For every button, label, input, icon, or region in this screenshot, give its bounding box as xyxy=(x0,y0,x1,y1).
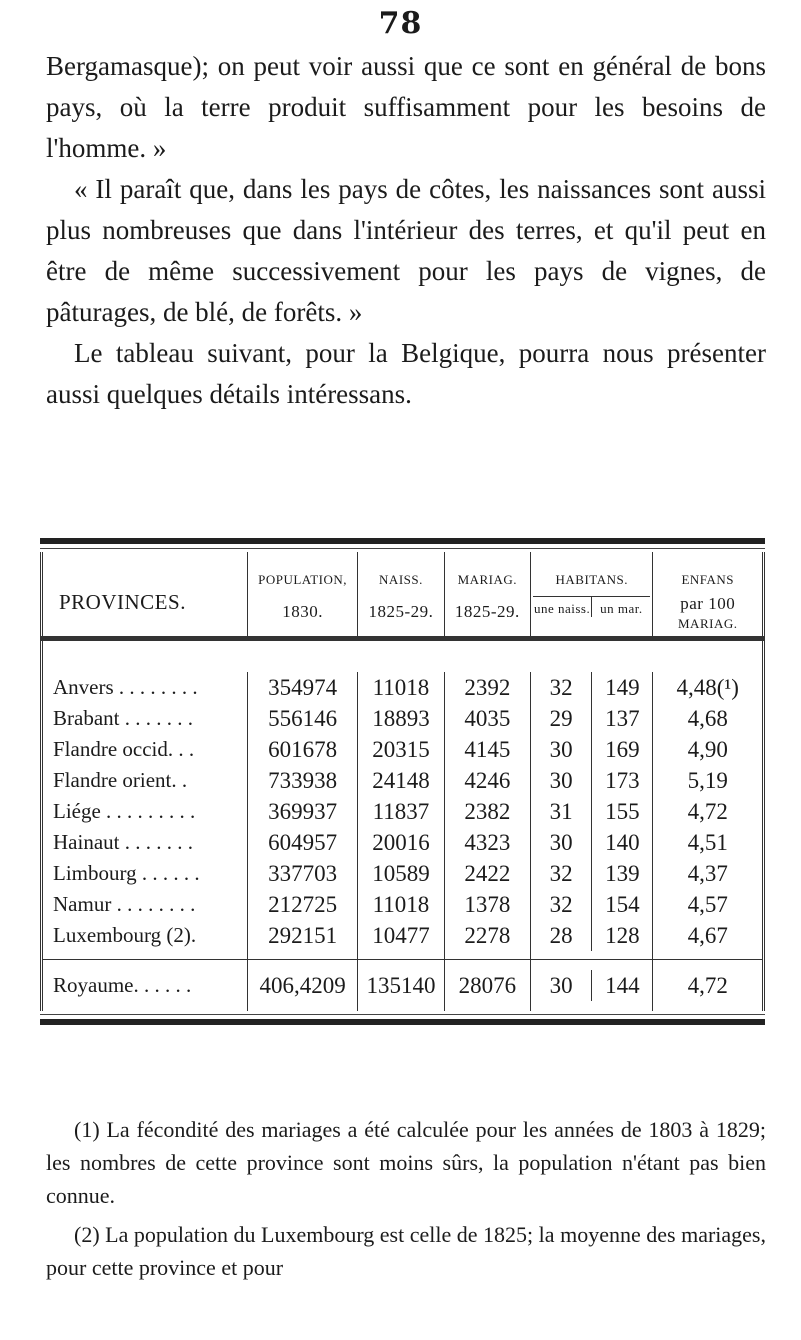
cell-enfans: 5,19 xyxy=(653,765,764,796)
cell-hab-mar: 169 xyxy=(591,734,652,765)
header-population-year: 1830. xyxy=(282,602,323,621)
header-enfans-label: ENFANS xyxy=(681,572,735,587)
cell-hab-mar: 139 xyxy=(591,858,652,889)
cell-mariag: 4323 xyxy=(444,827,530,858)
cell-habitants xyxy=(530,889,653,920)
table-body xyxy=(42,639,764,673)
header-mariag-label: MARIAG. xyxy=(457,572,518,587)
cell-naiss: 24148 xyxy=(358,765,444,796)
paragraph: Bergamasque); on peut voir aussi que ce sont en général de bons pays, où la terre produit suffisamment pour les besoins de l'homme. » xyxy=(46,51,766,163)
cell-population: 354974 xyxy=(247,672,357,703)
header-habitants-per-birth: une naiss. xyxy=(533,601,591,616)
header-habitants-per-marriage: un mar. xyxy=(591,597,650,617)
header-enfans-mariag: MARIAG. xyxy=(678,616,738,631)
cell-enfans: 4,67 xyxy=(653,920,764,951)
cell-enfans: 4,68 xyxy=(653,703,764,734)
table-row xyxy=(42,703,764,734)
paragraph: « Il paraît que, dans les pays de côtes, les naissances sont aussi plus nombreuses que dans l'intérieur des terres, et qu'il peut en être de même successivement pour les pays de vignes, de pâturages, de blé, de forêts. » xyxy=(46,174,766,327)
table-row xyxy=(42,765,764,796)
cell-hab-naiss: 28 xyxy=(549,923,573,948)
table-row xyxy=(42,920,764,951)
table-row xyxy=(42,827,764,858)
table-header-row xyxy=(42,552,764,639)
cell-population: 369937 xyxy=(247,796,357,827)
cell-naiss: 11018 xyxy=(358,672,444,703)
cell-naiss: 10477 xyxy=(358,920,444,951)
cell-mariag: 4145 xyxy=(444,734,530,765)
cell-habitants xyxy=(530,920,653,951)
cell-province: Luxembourg (2). xyxy=(53,923,197,947)
total-hab-mar: 144 xyxy=(591,970,652,1001)
total-mariag: 28076 xyxy=(444,960,530,1012)
header-mariag-years: 1825-29. xyxy=(454,602,520,621)
cell-naiss: 20315 xyxy=(358,734,444,765)
page-number: 78 xyxy=(378,6,423,41)
header-population xyxy=(247,552,357,639)
cell-hab-naiss: 31 xyxy=(549,799,573,824)
cell-enfans: 4,48(¹) xyxy=(653,672,764,703)
cell-habitants xyxy=(530,858,653,889)
cell-province: Anvers . . . . . . . . xyxy=(53,675,198,699)
cell-hab-naiss: 32 xyxy=(549,861,573,886)
cell-habitants xyxy=(530,827,653,858)
cell-hab-mar: 149 xyxy=(591,672,652,703)
cell-enfans: 4,57 xyxy=(653,889,764,920)
cell-hab-naiss: 30 xyxy=(549,830,573,855)
cell-population: 556146 xyxy=(247,703,357,734)
cell-habitants xyxy=(530,765,653,796)
header-habitants xyxy=(530,552,653,639)
cell-naiss: 18893 xyxy=(358,703,444,734)
table-row xyxy=(42,734,764,765)
cell-province: Flandre orient. . xyxy=(53,768,188,792)
cell-hab-naiss: 30 xyxy=(549,768,573,793)
cell-enfans: 4,51 xyxy=(653,827,764,858)
cell-province: Hainaut . . . . . . . xyxy=(53,830,193,854)
header-naiss-label: NAISS. xyxy=(379,572,423,587)
table-row xyxy=(42,858,764,889)
footnote: (2) La population du Luxembourg est celle de 1825; la moyenne des mariages, pour cette province et pour xyxy=(46,1222,766,1280)
cell-hab-mar: 155 xyxy=(591,796,652,827)
cell-hab-mar: 128 xyxy=(591,920,652,951)
table-row-total xyxy=(42,960,764,1012)
belgium-statistics-table xyxy=(40,552,765,1011)
cell-mariag: 4035 xyxy=(444,703,530,734)
cell-hab-mar: 154 xyxy=(591,889,652,920)
cell-enfans: 4,90 xyxy=(653,734,764,765)
header-naiss-years: 1825-29. xyxy=(368,602,434,621)
header-habitants-label: HABITANS. xyxy=(555,572,628,587)
cell-population: 212725 xyxy=(247,889,357,920)
header-provinces: PROVINCES. xyxy=(59,589,186,614)
footnotes xyxy=(46,1113,766,1290)
header-mariag xyxy=(444,552,530,639)
total-enfans: 4,72 xyxy=(653,960,764,1012)
cell-population: 604957 xyxy=(247,827,357,858)
cell-population: 733938 xyxy=(247,765,357,796)
cell-naiss: 11837 xyxy=(358,796,444,827)
cell-hab-mar: 173 xyxy=(591,765,652,796)
cell-population: 337703 xyxy=(247,858,357,889)
cell-province: Liége . . . . . . . . . xyxy=(53,799,196,823)
cell-naiss: 10589 xyxy=(358,858,444,889)
header-enfans xyxy=(653,552,764,639)
cell-population: 292151 xyxy=(247,920,357,951)
total-hab-naiss: 30 xyxy=(549,973,573,998)
cell-naiss: 11018 xyxy=(358,889,444,920)
cell-province: Limbourg . . . . . . xyxy=(53,861,200,885)
cell-province: Brabant . . . . . . . xyxy=(53,706,193,730)
cell-hab-naiss: 30 xyxy=(549,737,573,762)
cell-province: Namur . . . . . . . . xyxy=(53,892,196,916)
cell-habitants xyxy=(530,734,653,765)
total-habitants xyxy=(530,960,653,1012)
total-population: 406,4209 xyxy=(247,960,357,1012)
cell-hab-mar: 140 xyxy=(591,827,652,858)
cell-mariag: 2382 xyxy=(444,796,530,827)
cell-mariag: 4246 xyxy=(444,765,530,796)
cell-habitants xyxy=(530,672,653,703)
cell-mariag: 2422 xyxy=(444,858,530,889)
statistics-table-frame xyxy=(40,538,765,1025)
table-row xyxy=(42,672,764,703)
cell-mariag: 2392 xyxy=(444,672,530,703)
header-enfans-per: par 100 xyxy=(680,594,736,613)
table-row xyxy=(42,889,764,920)
cell-enfans: 4,37 xyxy=(653,858,764,889)
cell-province: Flandre occid. . . xyxy=(53,737,195,761)
header-population-label: POPULATION, xyxy=(258,572,348,587)
paragraph: Le tableau suivant, pour la Belgique, pourra nous présenter aussi quelques détails intéressans. xyxy=(46,338,766,409)
cell-enfans: 4,72 xyxy=(653,796,764,827)
cell-population: 601678 xyxy=(247,734,357,765)
table-row xyxy=(42,796,764,827)
cell-hab-naiss: 32 xyxy=(549,675,573,700)
cell-mariag: 1378 xyxy=(444,889,530,920)
cell-hab-naiss: 32 xyxy=(549,892,573,917)
cell-hab-naiss: 29 xyxy=(549,706,573,731)
cell-hab-mar: 137 xyxy=(591,703,652,734)
table-rows xyxy=(42,672,764,951)
total-province: Royaume. . . . . . xyxy=(42,960,248,1012)
header-naiss xyxy=(358,552,444,639)
cell-habitants xyxy=(530,796,653,827)
footnote: (1) La fécondité des mariages a été calculée pour les années de 1803 à 1829; les nombres de cette province sont moins sûrs, la population n'étant pas bien connue. xyxy=(46,1117,766,1208)
total-naiss: 135140 xyxy=(358,960,444,1012)
cell-habitants xyxy=(530,703,653,734)
cell-naiss: 20016 xyxy=(358,827,444,858)
header-habitants-subheads xyxy=(533,596,651,617)
body-text xyxy=(46,46,766,415)
cell-mariag: 2278 xyxy=(444,920,530,951)
